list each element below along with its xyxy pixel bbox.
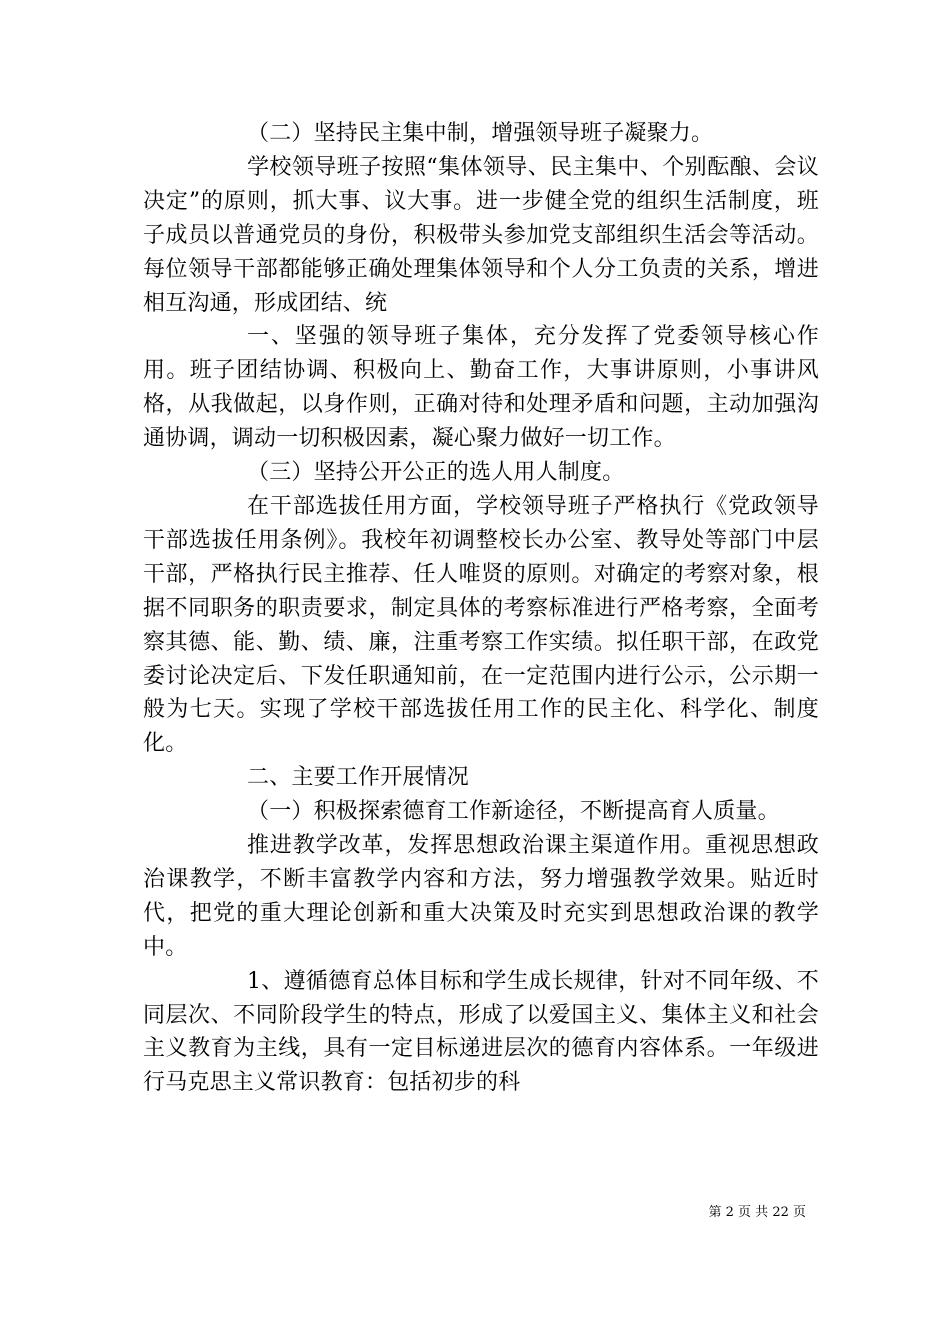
- paragraph-strong-leadership: 一、坚强的领导班子集体，充分发挥了党委领导核心作用。班子团结协调、积极向上、勤奋工作，大事讲原则，小事讲风格，从我做起，以身作则，正确对待和处理矛盾和问题，主动加强沟通协调，调动一切积极因素，凝心聚力做好一切工作。: [143, 324, 819, 452]
- section-heading-democratic-centralism: （二）坚持民主集中制，增强领导班子凝聚力。: [247, 121, 714, 146]
- page-number-footer: 第 2 页 共 22 页: [708, 1205, 806, 1220]
- paragraph-leadership-principles: 学校领导班子按照“集体领导、民主集中、个别酝酿、会议决定”的原则，抓大事、议大事。进一步健全党的组织生活制度，班子成员以普通党员的身份，积极带头参加党支部组织生活会等活动。每位领导干部都能够正确处理集体领导和个人分工负责的关系，增进相互沟通，形成团结、统: [143, 154, 819, 316]
- paragraph-cadre-selection: 在干部选拔任用方面，学校领导班子严格执行《党政领导干部选拔任用条例》。我校年初调整校长办公室、教导处等部门中层干部，严格执行民主推荐、任人唯贤的原则。对确定的考察对象，根据不同职务的职责要求，制定具体的考察标准进行严格考察，全面考察其德、能、勤、绩、廉，注重考察工作实绩。拟任职干部，在政党委讨论决定后、下发任职通知前，在一定范围内进行公示，公示期一般为七天。实现了学校干部选拔任用工作的民主化、科学化、制度化。: [143, 493, 819, 757]
- section-heading-main-work: 二、主要工作开展情况: [247, 765, 470, 791]
- section-heading-personnel-system: （三）坚持公开公正的选人用人制度。: [247, 460, 625, 486]
- paragraph-teaching-reform: 推进教学改革，发挥思想政治课主渠道作用。重视思想政治课教学，不断丰富教学内容和方法，努力增强教学效果。贴近时代，把党的重大理论创新和重大决策及时充实到思想政治课的教学中。: [143, 833, 819, 960]
- document-body: [143, 117, 819, 1100]
- section-heading-moral-education: （一）积极探索德育工作新途径，不断提高育人质量。: [247, 799, 780, 825]
- paragraph-moral-education-system: 1、遵循德育总体目标和学生成长规律，针对不同年级、不同层次、不同阶段学生的特点，形成了以爱国主义、集体主义和社会主义教育为主线，具有一定目标递进层次的德育内容体系。一年级进行马克思主义常识教育：包括初步的科: [143, 968, 819, 1096]
